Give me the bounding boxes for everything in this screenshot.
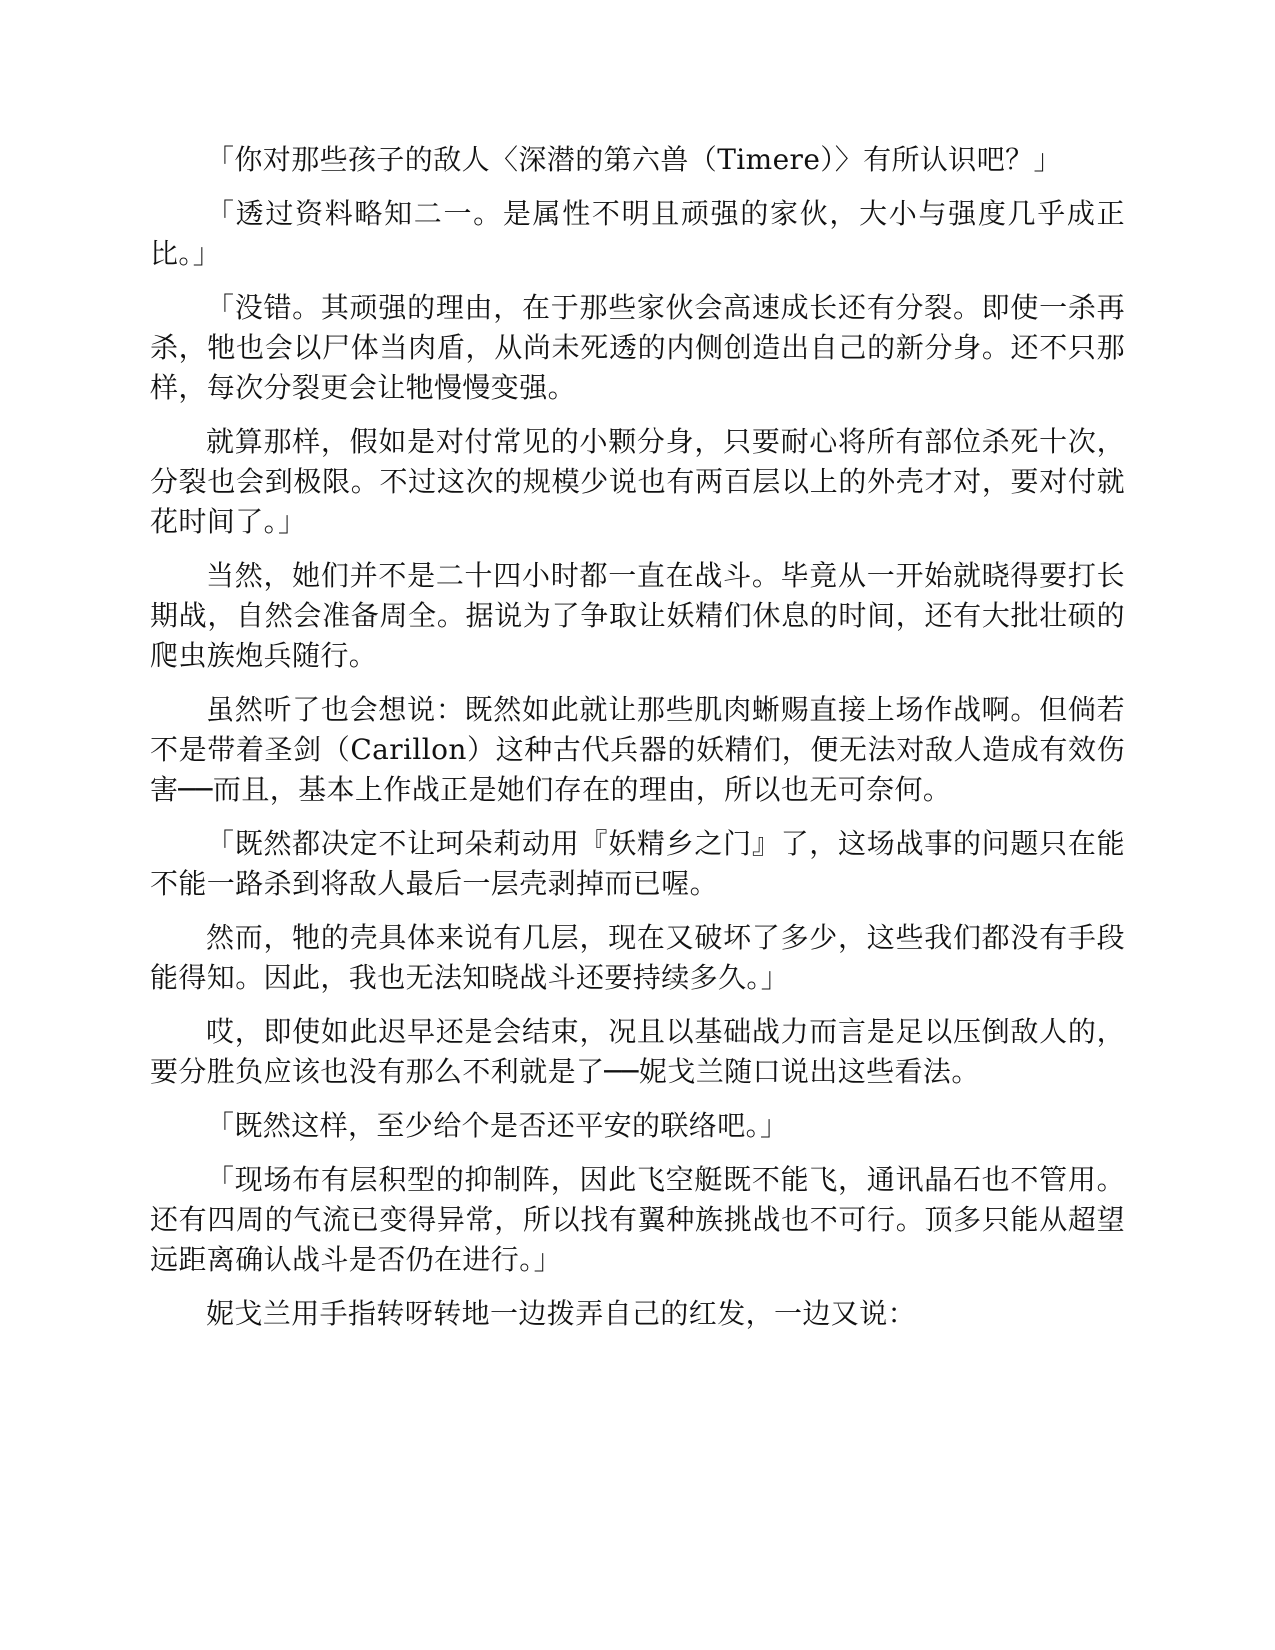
paragraph-12: 妮戈兰用手指转呀转地一边拨弄自己的红发，一边又说： (206, 1297, 917, 1330)
paragraph-8: 然而，牠的壳具体来说有几层，现在又破坏了多少，这些我们都没有手段能得知。因此，我也无法知晓战斗还要持续多久。」 (150, 921, 1125, 994)
paragraph-2: 「透过资料略知二一。是属性不明且顽强的家伙，大小与强度几乎成正比。」 (150, 197, 1125, 270)
paragraph-6: 虽然听了也会想说：既然如此就让那些肌肉蜥赐直接上场作战啊。但倘若不是带着圣剑（Carillon）这种古代兵器的妖精们，便无法对敌人造成有效伤害──而且，基本上作战正是她们存在的理由，所以也无可奈何。 (150, 693, 1125, 806)
paragraph-3: 「没错。其顽强的理由，在于那些家伙会高速成长还有分裂。即使一杀再杀，牠也会以尸体当肉盾，从尚未死透的内侧创造出自己的新分身。还不只那样，每次分裂更会让牠慢慢变强。 (150, 291, 1125, 404)
paragraph-5: 当然，她们并不是二十四小时都一直在战斗。毕竟从一开始就晓得要打长期战，自然会准备周全。据说为了争取让妖精们休息的时间，还有大批壮硕的爬虫族炮兵随行。 (150, 559, 1125, 672)
paragraph-11: 「现场布有层积型的抑制阵，因此飞空艇既不能飞，通讯晶石也不管用。还有四周的气流已变得异常，所以找有翼种族挑战也不可行。顶多只能从超望远距离确认战斗是否仍在进行。」 (150, 1163, 1125, 1276)
paragraph-4: 就算那样，假如是对付常见的小颗分身，只要耐心将所有部位杀死十次，分裂也会到极限。不过这次的规模少说也有两百层以上的外壳才对，要对付就花时间了。」 (150, 425, 1125, 538)
paragraph-9: 哎，即使如此迟早还是会结束，况且以基础战力而言是足以压倒敌人的，要分胜负应该也没有那么不利就是了──妮戈兰随口说出这些看法。 (150, 1015, 1125, 1088)
paragraph-1: 「你对那些孩子的敌人〈深潜的第六兽（Timere）〉有所认识吧？」 (206, 143, 1062, 176)
paragraph-7: 「既然都决定不让珂朵莉动用『妖精乡之门』了，这场战事的问题只在能不能一路杀到将敌人最后一层壳剥掉而已喔。 (150, 827, 1125, 900)
paragraph-10: 「既然这样，至少给个是否还平安的联络吧。」 (206, 1109, 789, 1142)
document-page (150, 140, 1125, 1348)
